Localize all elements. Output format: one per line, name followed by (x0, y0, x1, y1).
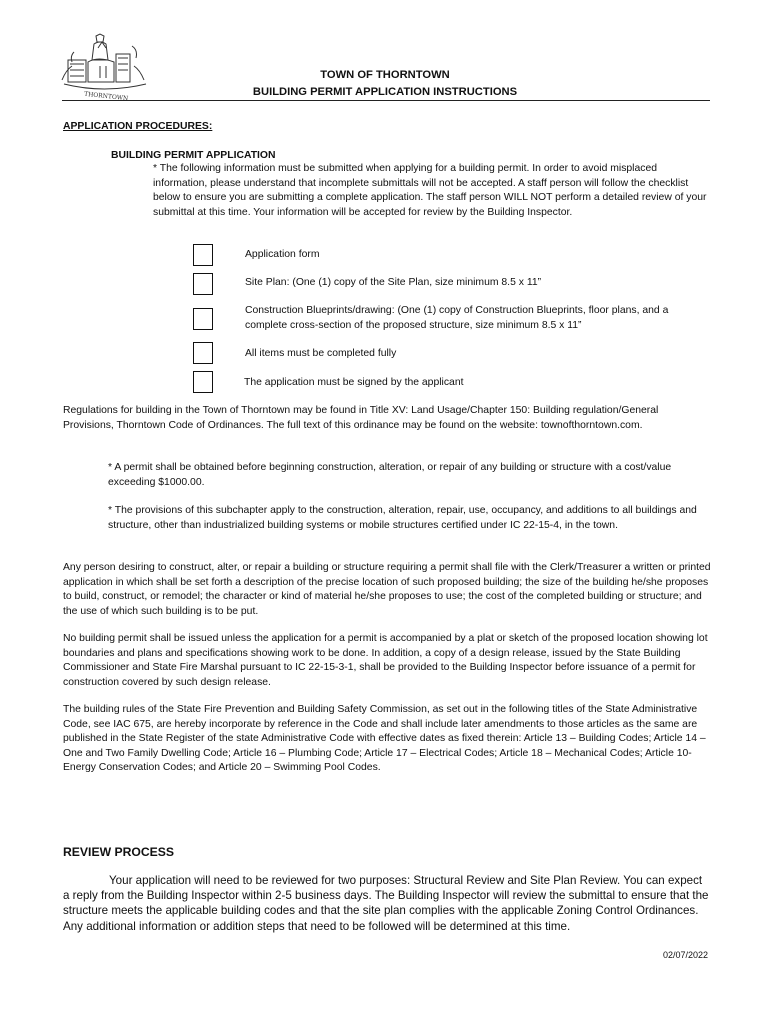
review-paragraph: Your application will need to be reviewed for two purposes: Structural Review and Site Plan Review. You can expect a reply from the Building Inspector within 2-5 business days. The Building Inspector will review the submittal to ensure that the structure meets the applicable building codes and that the site plan complies with the applicable Zoning Control Ordinances. Any additional information or addition steps that need to be followed will be determined at this time. (63, 874, 709, 933)
review-heading: REVIEW PROCESS (63, 845, 175, 859)
provisions-note: * The provisions of this subchapter apply to the construction, alteration, repair, use, occupancy, and additions to all buildings and structure, other than industrialized building systems or mobile structures certified under IC 22-15-4, in the town. (108, 505, 697, 531)
seal-text: THORNTOWN (83, 90, 129, 103)
permit-threshold-note: * A permit shall be obtained before beginning construction, alteration, or repair of any building or structure with a cost/value exceeding $1000.00. (108, 462, 672, 488)
checkbox-items-completed[interactable] (193, 342, 213, 364)
document-title: BUILDING PERMIT APPLICATION INSTRUCTIONS (252, 86, 518, 98)
plat-paragraph: No building permit shall be issued unless the application for a permit is accompanied by a plat or sketch of the proposed location showing lot boundaries and plans and specifications showing work to be done. In addition, a copy of a design release, issued by the State Building Commissioner and State Fire Marshal pursuant to IC 22-15-3-1, shall be provided to the Building Inspector before issuance of a permit for construction covered by such design release. (63, 633, 708, 688)
checkbox-signed[interactable] (193, 371, 213, 393)
checkbox-blueprints[interactable] (193, 308, 213, 330)
checklist-item: The application must be signed by the applicant (244, 377, 464, 388)
town-seal-logo (58, 32, 150, 104)
checkbox-application-form[interactable] (193, 244, 213, 266)
application-paragraph: Any person desiring to construct, alter, or repair a building or structure requiring a permit shall file with the Clerk/Treasurer a written or printed application in which shall be set forth a description of the precise location of such proposed building; the size of the building he/she proposes to build, construct, or remodel; the character or kind of material he/she proposes to use; the cost of the completed building or structure; and the use of which such building is to be put. (63, 562, 711, 617)
checklist-item: Application form (245, 249, 320, 260)
checklist-item: Construction Blueprints/drawing: (One (1) copy of Construction Blueprints, floor plans, and a complete cross-section of the proposed structure, size minimum 8.5 x 11” (245, 305, 669, 331)
regulations-paragraph: Regulations for building in the Town of Thorntown may be found in Title XV: Land Usage/Chapter 150: Building regulation/General Provisions, Thorntown Code of Ordinances. The full text of this ordinance may be found on the website: townofthorntown.com. (63, 405, 659, 431)
permit-intro: * The following information must be submitted when applying for a building permit. In order to avoid misplaced information, please understand that incomplete submittals will not be accepted. A staff person will follow the checklist below to ensure you are submitting a complete application. The staff person WILL NOT perform a detailed review of your submittal at this time. Your information will be accepted for review by the Building Inspector. (153, 163, 707, 218)
checkbox-site-plan[interactable] (193, 273, 213, 295)
checklist-item: Site Plan: (One (1) copy of the Site Plan, size minimum 8.5 x 11” (245, 277, 542, 288)
town-name: TOWN OF THORNTOWN (320, 69, 450, 81)
procedures-heading: APPLICATION PROCEDURES: (63, 121, 213, 132)
document-date: 02/07/2022 (662, 950, 708, 960)
building-rules-paragraph: The building rules of the State Fire Prevention and Building Safety Commission, as set out in the following titles of the State Administrative Code, see IAC 675, are hereby incorporate by reference in the Code and shall include later amendments to those articles as the same are published in the State Register of the state Administrative Code with effective dates as fixed therein: Article 13 – Building Codes; Article 14 – One and Two Family Dwelling Code; Article 16 – Plumbing Code; Article 17 – Electrical Codes; Article 18 – Mechanical Codes; Article 10- Energy Conservation Codes; and Article 20 – Swimming Pool Codes. (63, 704, 706, 773)
checklist-item: All items must be completed fully (245, 348, 397, 359)
header-divider (62, 100, 710, 101)
permit-subheading: BUILDING PERMIT APPLICATION (111, 150, 276, 161)
